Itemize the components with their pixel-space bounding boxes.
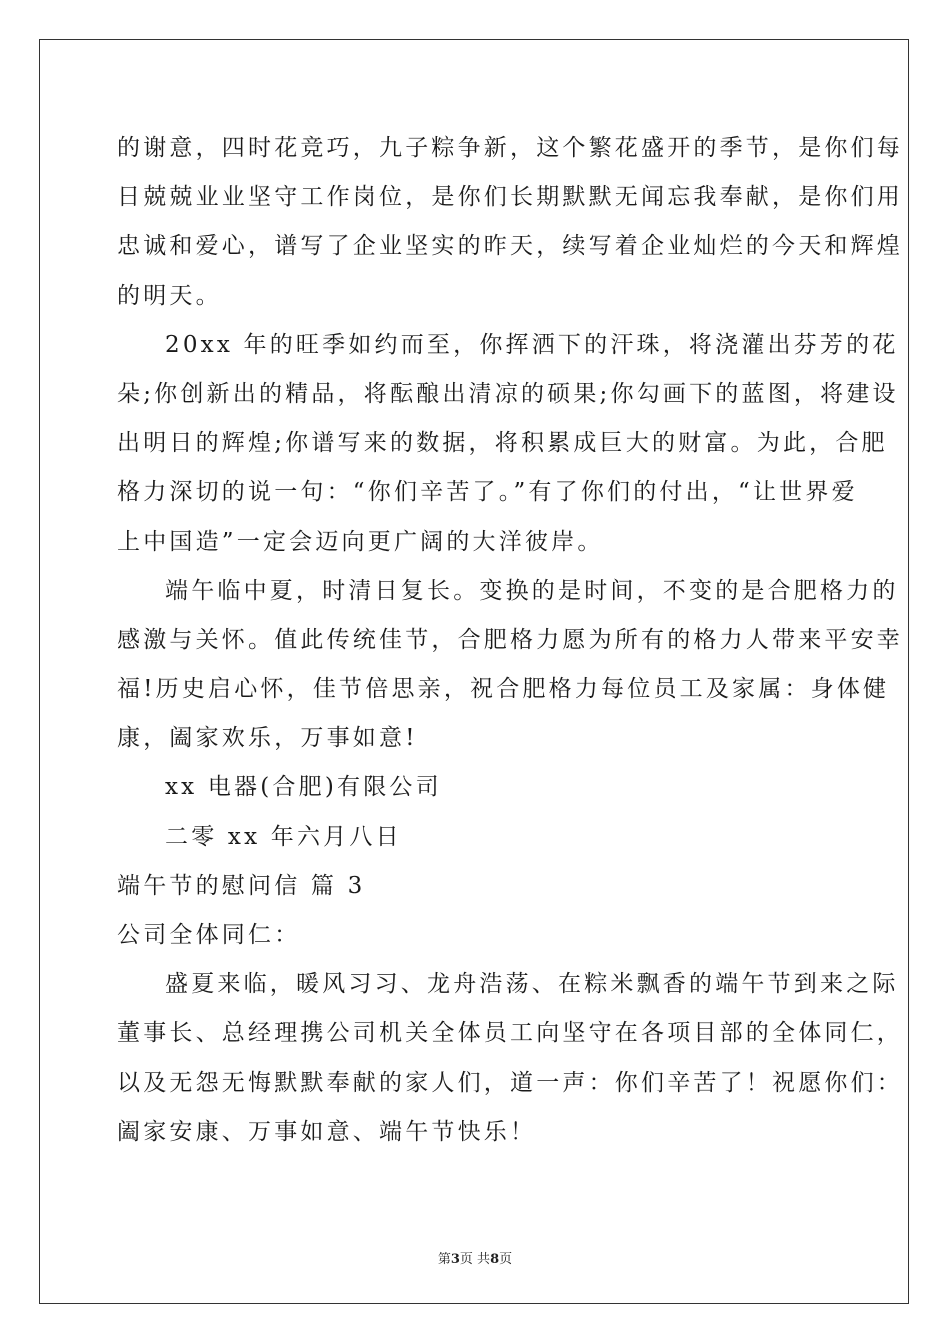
section-title: 端午节的慰问信 篇 3 — [117, 872, 366, 899]
text-line: 感激与关怀。值此传统佳节，合肥格力愿为所有的格力人带来平安幸 — [117, 626, 903, 653]
text-line: 福!历史启心怀，佳节倍思亲，祝合肥格力每位员工及家属：身体健 — [117, 676, 890, 703]
text-line: 的谢意，四时花竞巧，九子粽争新，这个繁花盛开的季节，是你们每 — [117, 135, 903, 161]
page-mid: 页 共 — [459, 1252, 491, 1267]
document-body — [117, 124, 903, 1157]
page-prefix: 第 — [437, 1252, 451, 1267]
text-line: 出明日的辉煌;你谱写来的数据，将积累成巨大的财富。为此，合肥 — [117, 430, 888, 457]
text-line: 格力深切的说一句：“你们辛苦了。”有了你们的付出，“让世界爱 — [117, 479, 858, 506]
text-line: 忠诚和爱心，谱写了企业坚实的昨天，续写着企业灿烂的今天和辉煌 — [117, 233, 903, 260]
text-line: 上中国造”一定会迈向更广阔的大洋彼岸。 — [117, 528, 604, 555]
signature-date: 二零 xx 年六月八日 — [165, 823, 402, 850]
text-line: 康，阖家欢乐，万事如意! — [117, 725, 418, 752]
page-total: 8 — [490, 1252, 500, 1267]
page-suffix: 页 — [499, 1252, 513, 1267]
text-line: 端午临中夏，时清日复长。变换的是时间，不变的是合肥格力的 — [165, 577, 899, 604]
text-line: 的明天。 — [117, 282, 222, 309]
text-line: 盛夏来临，暖风习习、龙舟浩荡、在粽米飘香的端午节到来之际 — [165, 971, 899, 998]
text-line: 阖家安康、万事如意、端午节快乐！ — [117, 1118, 537, 1145]
text-line: 朵;你创新出的精品，将酝酿出清凉的硕果;你勾画下的蓝图，将建设 — [117, 380, 899, 407]
text-line: 20xx 年的旺季如约而至，你挥洒下的汗珠，将浇灌出芬芳的花 — [165, 331, 899, 358]
text-line: 董事长、总经理携公司机关全体员工向坚守在各项目部的全体同仁， — [117, 1020, 903, 1047]
signature-company: xx 电器(合肥)有限公司 — [165, 774, 442, 801]
page-current: 3 — [450, 1252, 460, 1267]
salutation: 公司全体同仁： — [117, 922, 301, 948]
text-line: 日兢兢业业坚守工作岗位，是你们长期默默无闻忘我奉献，是你们用 — [117, 184, 903, 211]
page-footer — [0, 1248, 950, 1267]
text-line: 以及无怨无悔默默奉献的家人们，道一声：你们辛苦了！祝愿你们： — [117, 1069, 903, 1096]
